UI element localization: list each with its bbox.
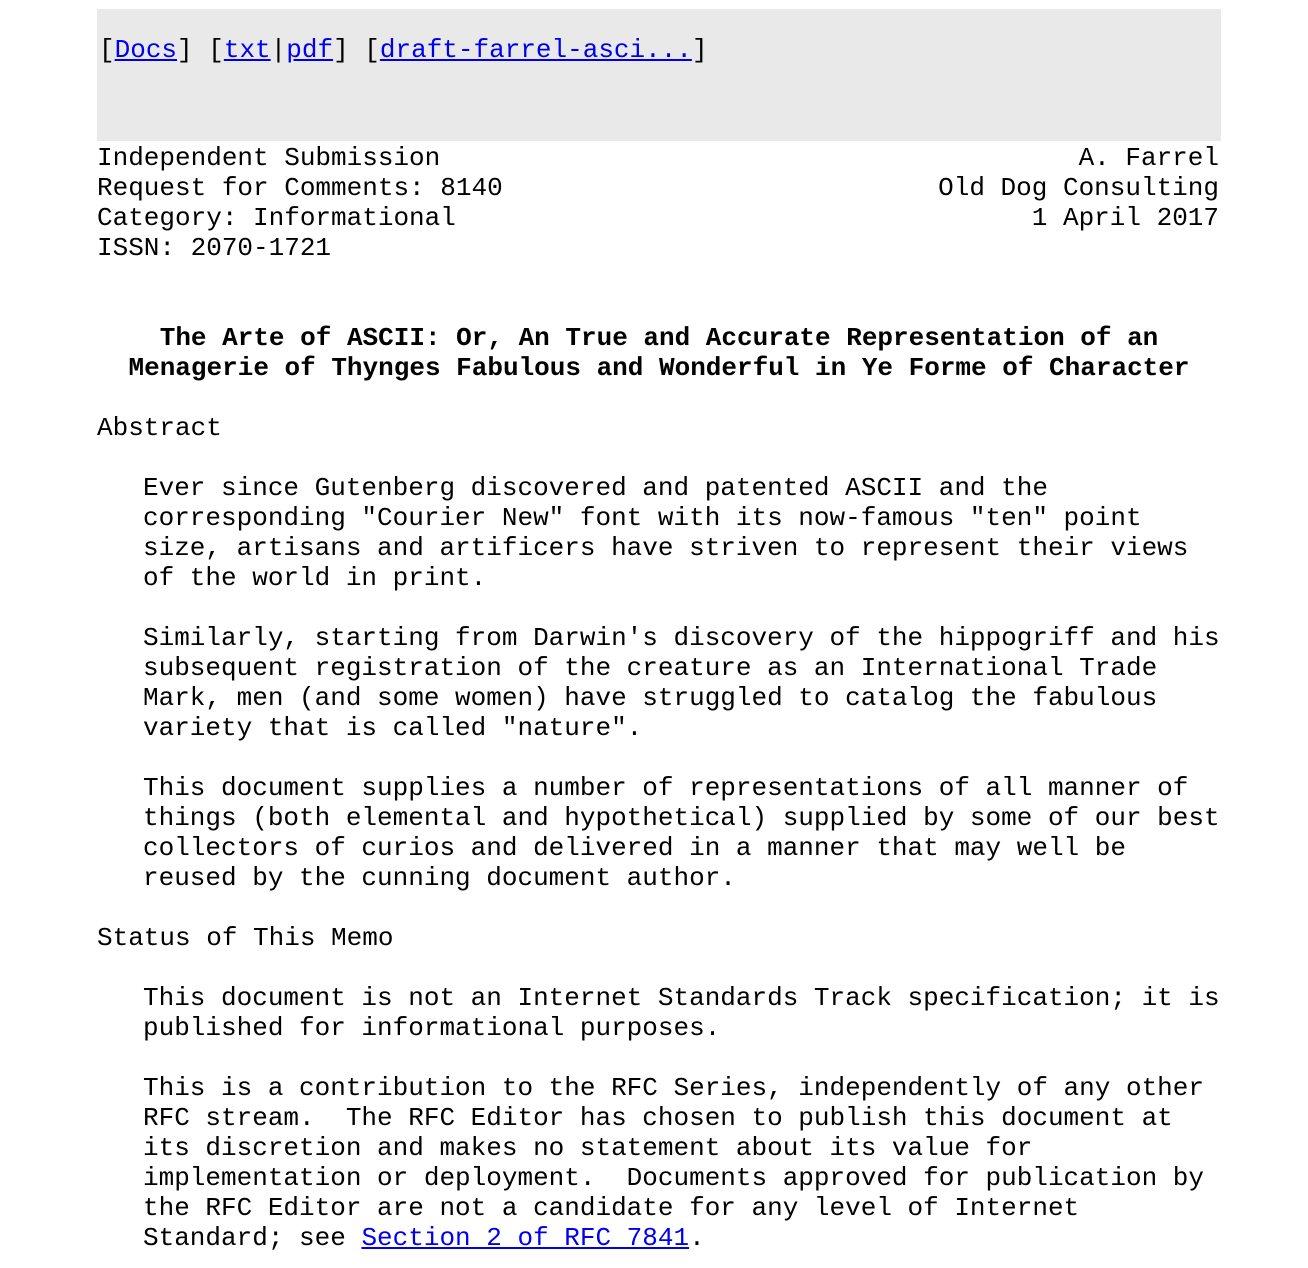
- abstract-text-line: variety that is called "nature".: [143, 713, 643, 743]
- abstract-text-line: Ever since Gutenberg discovered and patented ASCII and the: [143, 473, 1048, 503]
- doc-title-line-2: Menagerie of Thynges Fabulous and Wonderful in Ye Forme of Character: [128, 353, 1190, 383]
- status-heading: Status of This Memo: [97, 923, 394, 953]
- abstract-text-line: Similarly, starting from Darwin's discovery of the hippogriff and his: [143, 623, 1220, 653]
- txt-link[interactable]: txt: [223, 35, 271, 65]
- status-text-line: This document is not an Internet Standards Track specification; it is: [143, 983, 1220, 1013]
- abstract-text-line: collectors of curios and delivered in a manner that may well be: [143, 833, 1126, 863]
- status-text-line: its discretion and makes no statement about its value for: [143, 1133, 1033, 1163]
- rfc7841-section-link[interactable]: Section 2 of RFC 7841: [361, 1223, 690, 1253]
- abstract-text-line: things (both elemental and hypothetical) supplied by some of our best: [143, 803, 1220, 833]
- abstract-text-line: of the world in print.: [143, 563, 487, 593]
- abstract-text-line: size, artisans and artificers have striven to represent their views: [143, 533, 1189, 563]
- doc-title-line-1: The Arte of ASCII: Or, An True and Accurate Representation of an: [159, 323, 1159, 353]
- header-author: A. Farrel: [1078, 143, 1219, 173]
- abstract-text-line: reused by the cunning document author.: [143, 863, 736, 893]
- header-stream: Independent Submission: [97, 143, 441, 173]
- nav-bracket: ]: [691, 35, 708, 65]
- status-text-prefix: Standard; see: [143, 1223, 362, 1253]
- header-issn: ISSN: 2070-1721: [97, 233, 332, 263]
- nav-bar: [97, 9, 1221, 141]
- status-text-line: published for informational purposes.: [143, 1013, 721, 1043]
- status-text-line: This is a contribution to the RFC Series, independently of any other: [143, 1073, 1204, 1103]
- nav-bracket: ] [: [333, 35, 380, 65]
- nav-bracket: [: [99, 35, 115, 65]
- abstract-text-line: Mark, men (and some women) have struggled to catalog the fabulous: [143, 683, 1158, 713]
- header-date: 1 April 2017: [1031, 203, 1219, 233]
- abstract-text-line: subsequent registration of the creature as an International Trade: [143, 653, 1158, 683]
- nav-bracket: ] [: [177, 35, 224, 65]
- abstract-text-line: This document supplies a number of representations of all manner of: [143, 773, 1189, 803]
- header-organization: Old Dog Consulting: [938, 173, 1219, 203]
- docs-link[interactable]: Docs: [114, 35, 178, 65]
- abstract-heading: Abstract: [97, 413, 222, 443]
- status-text-line: RFC stream. The RFC Editor has chosen to publish this document at: [143, 1103, 1173, 1133]
- nav-links: [99, 35, 708, 65]
- status-text-line-with-link: [143, 1223, 705, 1253]
- status-text-suffix: .: [689, 1223, 705, 1253]
- draft-link[interactable]: draft-farrel-asci...: [379, 35, 692, 65]
- header-category: Category: Informational: [97, 203, 456, 233]
- abstract-text-line: corresponding "Courier New" font with its now-famous "ten" point: [143, 503, 1142, 533]
- status-text-line: the RFC Editor are not a candidate for any level of Internet: [143, 1193, 1080, 1223]
- header-rfc-number: Request for Comments: 8140: [97, 173, 503, 203]
- nav-pipe: |: [270, 35, 287, 65]
- status-text-line: implementation or deployment. Documents approved for publication by: [143, 1163, 1204, 1193]
- pdf-link[interactable]: pdf: [286, 35, 334, 65]
